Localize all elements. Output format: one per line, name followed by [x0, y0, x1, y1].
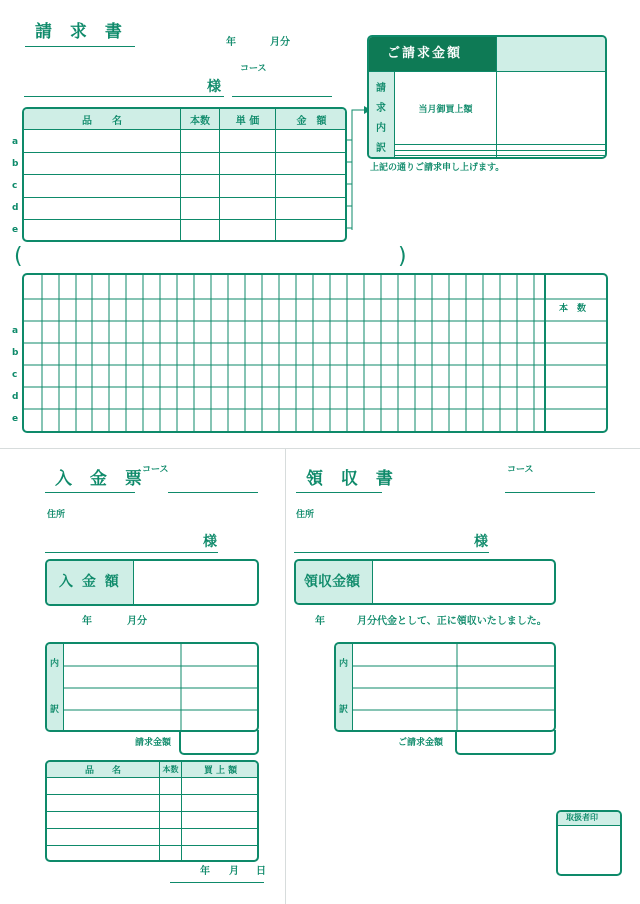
- date-underline: [170, 882, 264, 883]
- deposit-breakdown-box: 内 訳: [45, 642, 259, 732]
- table-row[interactable]: [47, 795, 260, 812]
- row-label: b: [12, 348, 19, 358]
- table-row[interactable]: [47, 812, 260, 829]
- row-label: e: [12, 414, 19, 424]
- title-underline: [296, 492, 382, 493]
- receipt-course-label: コース: [507, 465, 534, 475]
- deposit-title: 入 金 票: [55, 469, 148, 489]
- deposit-total-label: 請求金額: [135, 738, 172, 748]
- table-row[interactable]: [24, 130, 348, 153]
- row-label: b: [12, 159, 19, 169]
- col-amount: 金 額: [296, 115, 327, 127]
- receipt-total-label: ご請求金額: [398, 738, 444, 748]
- deposit-course-label: コース: [142, 465, 169, 475]
- deposit-amount-label: 入 金 額: [59, 574, 121, 590]
- receipt-total-field[interactable]: [455, 730, 556, 755]
- receipt-amount-label: 領収金額: [304, 574, 360, 590]
- receipt-name-line[interactable]: [294, 552, 489, 553]
- receipt-sama-label: 様: [474, 534, 488, 550]
- col-unit-price: 単 価: [235, 115, 260, 127]
- summary-side-label: 請 求 内 訳: [369, 71, 395, 159]
- col-purchase-amount: 買 上 額: [203, 766, 238, 776]
- table-row[interactable]: [24, 152, 348, 175]
- stamp-label: 取扱者印: [566, 813, 598, 822]
- deposit-total-field[interactable]: [179, 730, 259, 755]
- summary-note: 上記の通りご請求申し上げます。: [370, 163, 505, 173]
- table-row[interactable]: [47, 778, 260, 795]
- invoice-items-table: [22, 107, 347, 242]
- deposit-sama-label: 様: [203, 534, 217, 550]
- deposit-year-label: 年: [82, 616, 92, 627]
- table-row[interactable]: [24, 175, 348, 198]
- deposit-amount-field[interactable]: [134, 561, 257, 604]
- row-label: d: [12, 203, 19, 213]
- perforation-horizontal: [0, 448, 640, 449]
- row-label: e: [12, 225, 19, 235]
- date-year-label: 年: [200, 866, 210, 877]
- course-underline: [168, 492, 258, 493]
- date-day-label: 日: [256, 866, 266, 877]
- perforation-vertical: [285, 448, 286, 904]
- breakdown-lines: [352, 644, 556, 730]
- billing-summary-box: [367, 35, 607, 159]
- course-underline: [232, 96, 332, 97]
- total-amount-field[interactable]: [496, 37, 607, 71]
- deposit-month-label: 月分: [127, 616, 147, 627]
- grid-lines: [24, 275, 608, 433]
- row-label: c: [12, 181, 18, 191]
- row-label: a: [12, 326, 19, 336]
- deposit-items-table: [45, 760, 259, 862]
- course-underline: [505, 492, 595, 493]
- receipt-breakdown-box: 内 訳: [334, 642, 556, 732]
- breakdown-lines: [63, 644, 259, 730]
- receipt-amount-field[interactable]: [373, 561, 554, 603]
- invoice-course-label: コース: [240, 64, 267, 74]
- table-row[interactable]: [395, 155, 608, 159]
- invoice-year-label: 年: [226, 37, 236, 48]
- summary-header: [369, 37, 496, 71]
- receipt-address-label: 住所: [296, 510, 315, 520]
- col-quantity: 本数: [162, 765, 179, 774]
- col-item-name: 品 名: [82, 115, 122, 127]
- receipt-year-label: 年: [315, 616, 325, 627]
- left-paren: (: [14, 244, 23, 269]
- deposit-amount-box: [45, 559, 259, 606]
- col-quantity: 本数: [190, 115, 210, 127]
- handler-stamp-box[interactable]: [556, 810, 622, 876]
- deposit-address-label: 住所: [47, 510, 66, 520]
- invoice-month-label: 月分: [270, 37, 290, 48]
- table-row[interactable]: [24, 197, 348, 220]
- summary-header-label: ご請求金額: [387, 46, 463, 61]
- date-month-label: 月: [229, 866, 239, 877]
- receipt-amount-box: [294, 559, 556, 605]
- title-underline: [25, 46, 135, 47]
- receipt-statement: 月分代金として、正に領収いたしました。: [357, 616, 547, 627]
- deposit-name-line[interactable]: [45, 552, 218, 553]
- invoice-sama-label: 様: [207, 79, 221, 95]
- title-underline: [45, 492, 135, 493]
- daily-delivery-grid: [22, 273, 608, 433]
- count-label: 本 数: [559, 304, 587, 314]
- customer-name-line[interactable]: [24, 96, 224, 97]
- invoice-title: 請 求 書: [35, 22, 128, 42]
- row-label: d: [12, 392, 19, 402]
- table-row[interactable]: [47, 829, 260, 846]
- right-paren: ): [398, 244, 407, 269]
- table-row[interactable]: [47, 846, 260, 863]
- row-label: a: [12, 137, 19, 147]
- row-label: c: [12, 370, 18, 380]
- current-month-label: 当月御買上額: [418, 104, 473, 115]
- table-row[interactable]: [24, 220, 348, 242]
- col-item-name: 品 名: [84, 766, 121, 776]
- receipt-title: 領 収 書: [306, 469, 399, 489]
